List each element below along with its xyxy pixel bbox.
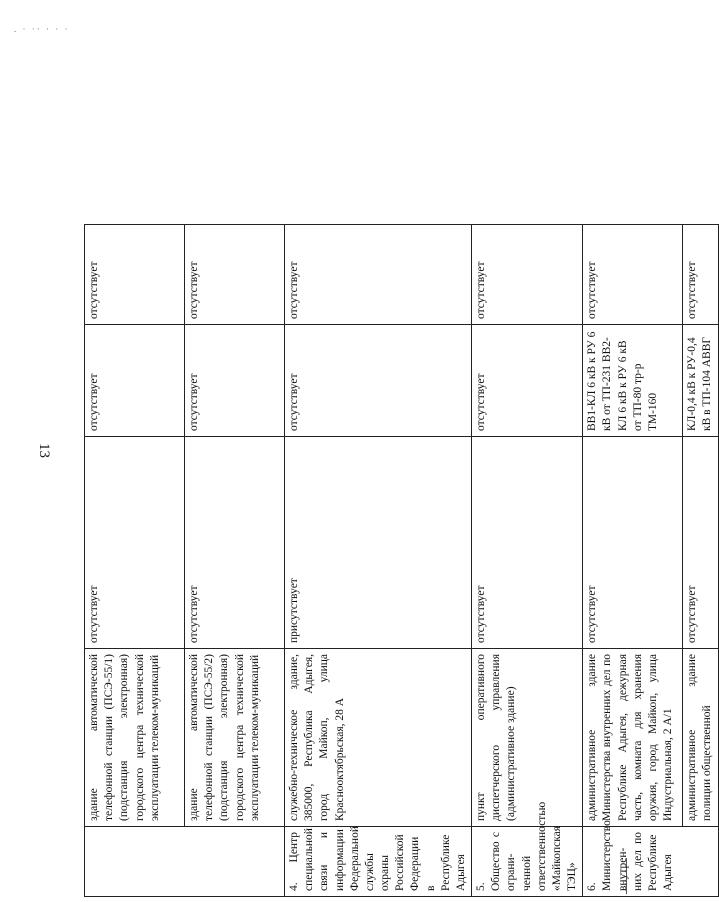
- col4-cell: КЛ-0,4 кВ к РУ-0,4 кВ в ТП-104 АВВГ: [683, 325, 719, 437]
- object-cell: служебно-техническое здание, 385000, Республика Адыгея, город Майкоп, улица Краснооктябрьская, 28 А: [285, 649, 472, 827]
- col4-cell: отсутствует: [472, 325, 583, 437]
- col3-cell: отсутствует: [683, 437, 719, 649]
- register-table: [84, 38, 719, 897]
- object-cell: здание автоматической телефонной станции (ПСЭ-55/2) (подстанция электронная) городского центра технической эксплуатации телеком-муникаций: [185, 649, 285, 827]
- object-cell: административное здание Министерства внутренних дел по Республике Адыгея, дежурная часть, комната для хранения оружия, город Майкоп, улица Индустриальная, 2 А/1: [583, 649, 683, 827]
- col5-cell: отсутствует: [85, 225, 185, 325]
- table-row: [683, 39, 719, 897]
- col3-cell: отсутствует: [85, 437, 185, 649]
- col4-cell: отсутствует: [185, 325, 285, 437]
- col5-cell: отсутствует: [583, 225, 683, 325]
- col3-cell: отсутствует: [583, 437, 683, 649]
- table-row: [472, 39, 583, 897]
- table-row: [85, 39, 185, 897]
- object-cell: административное здание полиции общественной: [683, 649, 719, 827]
- organization-cell: 6. Министерство внутрен-них дел по Республике Адыгея: [583, 827, 719, 897]
- col3-cell: отсутствует: [185, 437, 285, 649]
- object-cell: пункт оперативного диспетчерского управления (административное здание): [472, 649, 583, 827]
- page-number: 13: [36, 443, 52, 458]
- scan-header-marks: . · ·· · · ·: [14, 24, 70, 34]
- col3-cell: отсутствует: [472, 437, 583, 649]
- table-row: [185, 39, 285, 897]
- col3-cell: присутствует: [285, 437, 472, 649]
- col4-cell: ВВ1-КЛ 6 кВ к РУ 6 кВ от ТП-231 ВВ2-КЛ 6 кВ к РУ 6 кВ от ТП-80 тр-р ТМ-160: [583, 325, 683, 437]
- col5-cell: отсутствует: [683, 225, 719, 325]
- col4-cell: отсутствует: [85, 325, 185, 437]
- organization-cell: 4. Центр специальной связи и информации Федеральной службы охраны Российской Федерации в Республике Адыгея: [285, 827, 472, 897]
- table-row: [583, 39, 683, 897]
- col5-cell: отсутствует: [472, 225, 583, 325]
- col5-cell: отсутствует: [185, 225, 285, 325]
- object-cell: здание автоматической телефонной станции (ПСЭ-55/1) (подстанция электронная) городского центра технической эксплуатации телеком-муникаций: [85, 649, 185, 827]
- col5-cell: отсутствует: [285, 225, 472, 325]
- organization-cell: [85, 827, 285, 897]
- organization-cell: 5. Общество с ограни-ченной ответственностью «Майкопская ТЭЦ»: [472, 827, 583, 897]
- col4-cell: отсутствует: [285, 325, 472, 437]
- table-row: [285, 39, 472, 897]
